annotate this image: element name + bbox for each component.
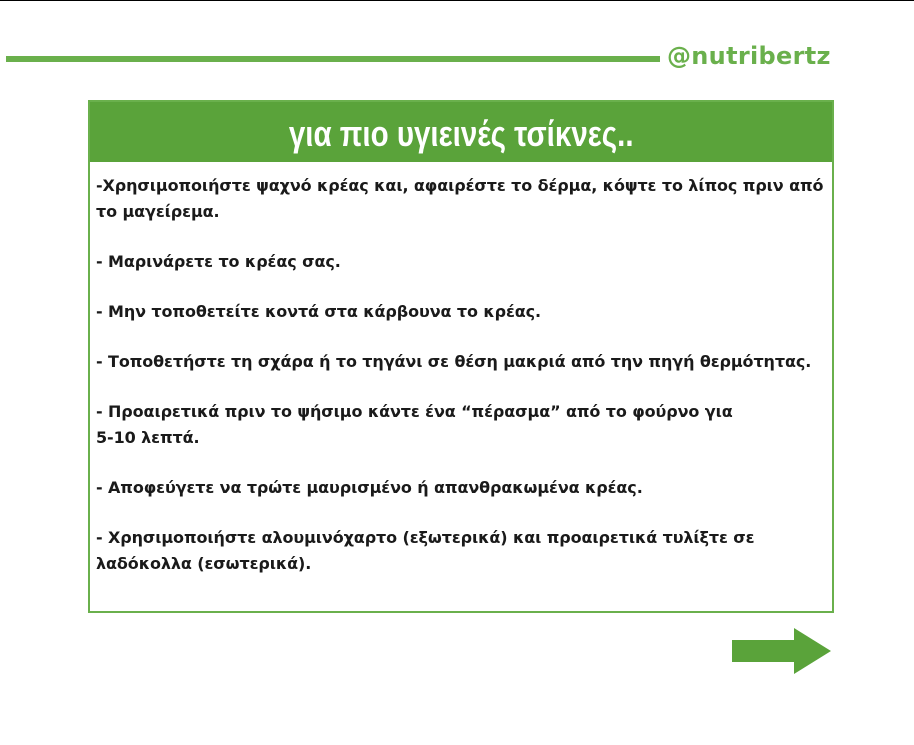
tips-list [90, 162, 832, 577]
tip-item [96, 349, 828, 375]
tip-item [96, 173, 828, 225]
tip-line: - Τοποθετήστε τη σχάρα ή το τηγάνι σε θέση μακριά από την πηγή θερμότητας. [96, 352, 812, 371]
tips-card [88, 100, 834, 613]
tip-line: το μαγείρεμα. [96, 202, 220, 221]
tip-line: -Χρησιμοποιήστε ψαχνό κρέας και, αφαιρέστε το δέρμα, κόψτε το λίπος πριν από [96, 176, 824, 195]
card-title: για πιο υγιεινές τσίκνες.. [288, 113, 634, 154]
header-divider [6, 56, 660, 62]
tip-line: - Μην τοποθετείτε κοντά στα κάρβουνα το κρέας. [96, 302, 542, 321]
tip-item [96, 525, 828, 577]
arrow-right-icon[interactable] [732, 628, 832, 674]
tip-line: 5-10 λεπτά. [96, 428, 200, 447]
card-header [90, 102, 832, 162]
top-border [0, 0, 914, 1]
tip-item [96, 475, 828, 501]
tip-line: - Χρησιμοποιήστε αλουμινόχαρτο (εξωτερικά) και προαιρετικά τυλίξτε σε [96, 528, 755, 547]
tip-item [96, 249, 828, 275]
brand-handle: @nutribertz [667, 42, 831, 70]
tip-line: λαδόκολλα (εσωτερικά). [96, 554, 312, 573]
tip-item [96, 399, 828, 451]
tip-line: - Αποφεύγετε να τρώτε μαυρισμένο ή απανθρακωμένα κρέας. [96, 478, 643, 497]
tip-line: - Μαρινάρετε το κρέας σας. [96, 252, 341, 271]
tip-item [96, 299, 828, 325]
tip-line: - Προαιρετικά πριν το ψήσιμο κάντε ένα “πέρασμα” από το φούρνο για [96, 402, 733, 421]
